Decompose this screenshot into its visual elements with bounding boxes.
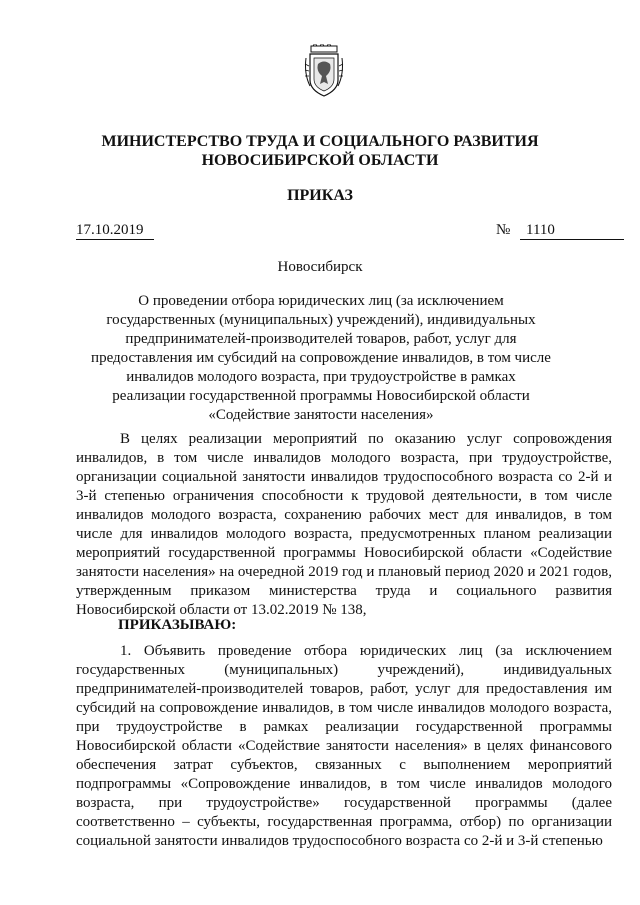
ministry-line-2: НОВОСИБИРСКОЙ ОБЛАСТИ — [201, 152, 439, 169]
document-type: ПРИКАЗ — [287, 187, 353, 204]
document-subject: О проведении отбора юридических лиц (за исключением государственных (муниципальных) учреждений), индивидуальных предпринимателей-производителей товаров, работ, услуг для предоставления им субсидий на сопровождение инвалидов, в том числе инвалидов молодого возраста, при трудоустройстве в рамках реализации государственной программы Новосибирской области «Содействие занятости населения» — [91, 293, 551, 423]
number-sign: № — [496, 222, 511, 238]
order-item-1: 1. Объявить проведение отбора юридических лиц (за исключением государственных (муниципальных) учреждений), индивидуальных предпринимателей-производителей товаров, работ, услуг для предоставления им субсидий на сопровождение инвалидов, в том числе инвалидов молодого возраста, при трудоустройстве в рамках реализации государственной программы Новосибирской области «Содействие занятости населения» в целях финансового обеспечения затрат субъектов, связанных с выполнением мероприятий подпрограммы «Сопровождение инвалидов, в том числе инвалидов молодого возраста, при трудоустройстве» государственной программы (далее соответственно – субъекты, государственная программа, отбор) по организации социальной занятости инвалидов трудоспособного возраста со 2-й и 3-й степенью — [76, 643, 612, 849]
city: Новосибирск — [277, 259, 363, 275]
coat-of-arms-icon — [302, 44, 346, 98]
preamble-paragraph: В целях реализации мероприятий по оказанию услуг сопровождения инвалидов, в том числе инвалидов молодого возраста, при трудоустройстве, организации социальной занятости инвалидов трудоспособного возраста со 2-й и 3-й степенью ограничения способности к трудовой деятельности, в том числе инвалидов молодого возраста, сохранению рабочих мест для инвалидов, в том числе для инвалидов молодого возраста, предусмотренных планом реализации мероприятий государственной программы Новосибирской области «Содействие занятости населения» на очередной 2019 год и плановый период 2020 и 2021 годов, утвержденным приказом министерства труда и социального развития Новосибирской области от 13.02.2019 № 138, — [76, 431, 612, 618]
ministry-name — [60, 132, 580, 170]
ministry-line-1: МИНИСТЕРСТВО ТРУДА И СОЦИАЛЬНОГО РАЗВИТИЯ — [101, 133, 539, 150]
document-date: 17.10.2019 — [76, 222, 154, 240]
order-heading: ПРИКАЗЫВАЮ: — [118, 617, 237, 633]
document-number: 1110 — [520, 222, 624, 240]
